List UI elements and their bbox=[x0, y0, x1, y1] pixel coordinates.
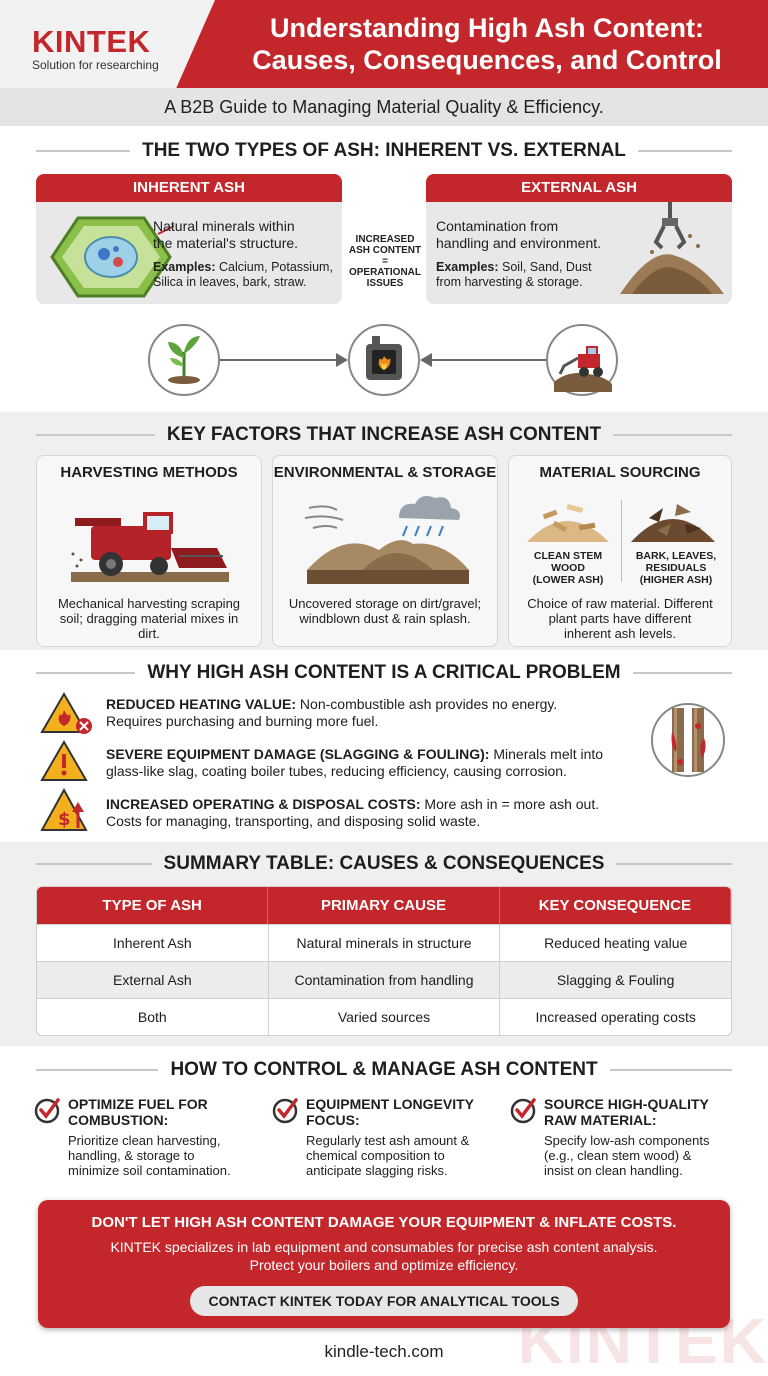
page-title bbox=[222, 12, 752, 76]
subtitle-bar bbox=[0, 88, 768, 126]
harvester-icon bbox=[67, 496, 233, 588]
external-ash-box bbox=[426, 174, 732, 304]
control-source-text: Specify low-ash components (e.g., clean stem wood) & insist on clean handling. bbox=[544, 1133, 710, 1178]
harvesting-desc: Mechanical harvesting scraping soil; dragging material mixes in dirt. bbox=[57, 596, 241, 641]
table-cell: Inherent Ash bbox=[37, 925, 269, 961]
problem-operating-costs: INCREASED OPERATING & DISPOSAL COSTS: More ash in = more ash out. Costs for managing, transporting, and disposing solid waste. bbox=[106, 796, 600, 829]
harvesting-card bbox=[36, 455, 262, 647]
table-cell: Slagging & Fouling bbox=[556, 972, 675, 988]
table-header-cell: TYPE OF ASH bbox=[37, 887, 268, 924]
sourcing-title: MATERIAL SOURCING bbox=[539, 464, 701, 481]
page-title-line2: Causes, Consequences, and Control bbox=[252, 45, 722, 75]
table-cell: Varied sources bbox=[269, 999, 501, 1035]
table-row bbox=[37, 924, 731, 961]
control-optimize-title: OPTIMIZE FUEL FOR COMBUSTION: bbox=[68, 1096, 208, 1128]
table-header-cell: PRIMARY CAUSE bbox=[268, 887, 499, 924]
sourcing-divider bbox=[621, 500, 622, 582]
page-subtitle: A B2B Guide to Managing Material Quality & Efficiency. bbox=[164, 97, 604, 117]
control-heading: HOW TO CONTROL & MANAGE ASH CONTENT bbox=[36, 1059, 732, 1081]
contact-button[interactable]: CONTACT KINTEK TODAY FOR ANALYTICAL TOOLS bbox=[190, 1286, 578, 1316]
table-cell: Increased operating costs bbox=[535, 1009, 696, 1025]
seedling-icon bbox=[148, 324, 220, 396]
warning-fire-icon bbox=[40, 692, 94, 736]
table-cell: External Ash bbox=[37, 962, 269, 998]
environment-desc: Uncovered storage on dirt/gravel; windblown dust & rain splash. bbox=[288, 596, 482, 626]
wood-chips-icon bbox=[523, 494, 613, 546]
claw-dirt-icon bbox=[612, 202, 728, 298]
watermark-logo: KINTEK bbox=[517, 1305, 768, 1376]
inherent-ash-box bbox=[36, 174, 342, 304]
control-longevity-text: Regularly test ash amount & chemical composition to anticipate slagging risks. bbox=[306, 1133, 470, 1178]
environment-title: ENVIRONMENTAL & STORAGE bbox=[273, 464, 497, 481]
table-cell: Natural minerals in structure bbox=[269, 925, 501, 961]
table-cell: Contamination from handling bbox=[269, 962, 501, 998]
table-cell: Reduced heating value bbox=[544, 935, 688, 951]
brand-tagline: Solution for researching bbox=[32, 58, 159, 72]
check-circle-icon bbox=[272, 1096, 300, 1124]
problem-heating-value: REDUCED HEATING VALUE: Non-combustible ash provides no energy. Requires purchasing and burning more fuel. bbox=[106, 696, 558, 729]
excavator-icon bbox=[546, 324, 618, 396]
types-heading: THE TWO TYPES OF ASH: INHERENT VS. EXTERNAL bbox=[36, 140, 732, 162]
boiler-tube-icon bbox=[650, 702, 726, 778]
summary-heading: SUMMARY TABLE: CAUSES & CONSEQUENCES bbox=[36, 853, 732, 875]
sourcing-card bbox=[508, 455, 732, 647]
arrow-right-head bbox=[420, 353, 432, 367]
cta-headline: DON'T LET HIGH ASH CONTENT DAMAGE YOUR EQUIPMENT & INFLATE COSTS. bbox=[91, 1214, 677, 1231]
problem-equipment-damage: SEVERE EQUIPMENT DAMAGE (SLAGGING & FOULING): Minerals melt into glass-like slag, coating boiler tubes, reducing efficiency, causing corrosion. bbox=[106, 746, 604, 779]
problems-heading: WHY HIGH ASH CONTENT IS A CRITICAL PROBLEM bbox=[36, 662, 732, 684]
brand-logo: KINTEK bbox=[32, 24, 151, 59]
warning-exclamation-icon bbox=[40, 740, 94, 784]
table-cell: Both bbox=[37, 999, 269, 1035]
svg-text:$: $ bbox=[58, 809, 71, 830]
control-source-title: SOURCE HIGH-QUALITY RAW MATERIAL: bbox=[544, 1096, 709, 1128]
inherent-ash-desc: Natural minerals within the material's structure. bbox=[153, 218, 299, 251]
header bbox=[0, 0, 768, 88]
environment-card bbox=[272, 455, 498, 647]
control-optimize-text: Prioritize clean harvesting, handling, & storage to minimize soil contamination. bbox=[68, 1133, 231, 1178]
table-header-row bbox=[37, 887, 731, 924]
table-header-cell: KEY CONSEQUENCE bbox=[500, 887, 731, 924]
table-row bbox=[37, 998, 731, 1035]
bark-chips-icon bbox=[627, 494, 719, 546]
sourcing-desc: Choice of raw material. Different plant parts have different inherent ash levels. bbox=[527, 596, 713, 641]
furnace-icon bbox=[348, 324, 420, 396]
arrow-left bbox=[220, 359, 344, 361]
table-row bbox=[37, 961, 731, 998]
center-equation: INCREASED ASH CONTENT = OPERATIONAL ISSUES bbox=[348, 234, 422, 289]
check-circle-icon bbox=[510, 1096, 538, 1124]
control-longevity-title: EQUIPMENT LONGEVITY FOCUS: bbox=[306, 1096, 475, 1128]
bark-label: BARK, LEAVES, RESIDUALS (HIGHER ASH) bbox=[635, 550, 717, 586]
inherent-ash-examples: Examples: Calcium, Potassium, Silica in leaves, bark, straw. bbox=[153, 260, 333, 289]
summary-table bbox=[36, 886, 732, 1036]
dirt-piles-icon bbox=[303, 490, 473, 588]
inherent-ash-title: INHERENT ASH bbox=[36, 174, 342, 202]
factors-heading: KEY FACTORS THAT INCREASE ASH CONTENT bbox=[36, 424, 732, 446]
harvesting-title: HARVESTING METHODS bbox=[60, 464, 238, 481]
warning-cost-icon bbox=[40, 788, 94, 834]
clean-wood-label: CLEAN STEM WOOD (LOWER ASH) bbox=[532, 550, 604, 586]
cta-body: KINTEK specializes in lab equipment and consumables for precise ash content analysis. Protect your boilers and optimize efficiency. bbox=[110, 1239, 658, 1273]
external-ash-title: EXTERNAL ASH bbox=[426, 174, 732, 202]
external-ash-desc: Contamination from handling and environment. bbox=[436, 218, 602, 251]
external-ash-examples: Examples: Soil, Sand, Dust from harvesting & storage. bbox=[436, 260, 592, 289]
footer-url[interactable]: kindle-tech.com bbox=[324, 1342, 444, 1361]
page-title-line1: Understanding High Ash Content: bbox=[270, 13, 704, 43]
arrow-left-head bbox=[336, 353, 348, 367]
check-circle-icon bbox=[34, 1096, 62, 1124]
arrow-right bbox=[424, 359, 548, 361]
